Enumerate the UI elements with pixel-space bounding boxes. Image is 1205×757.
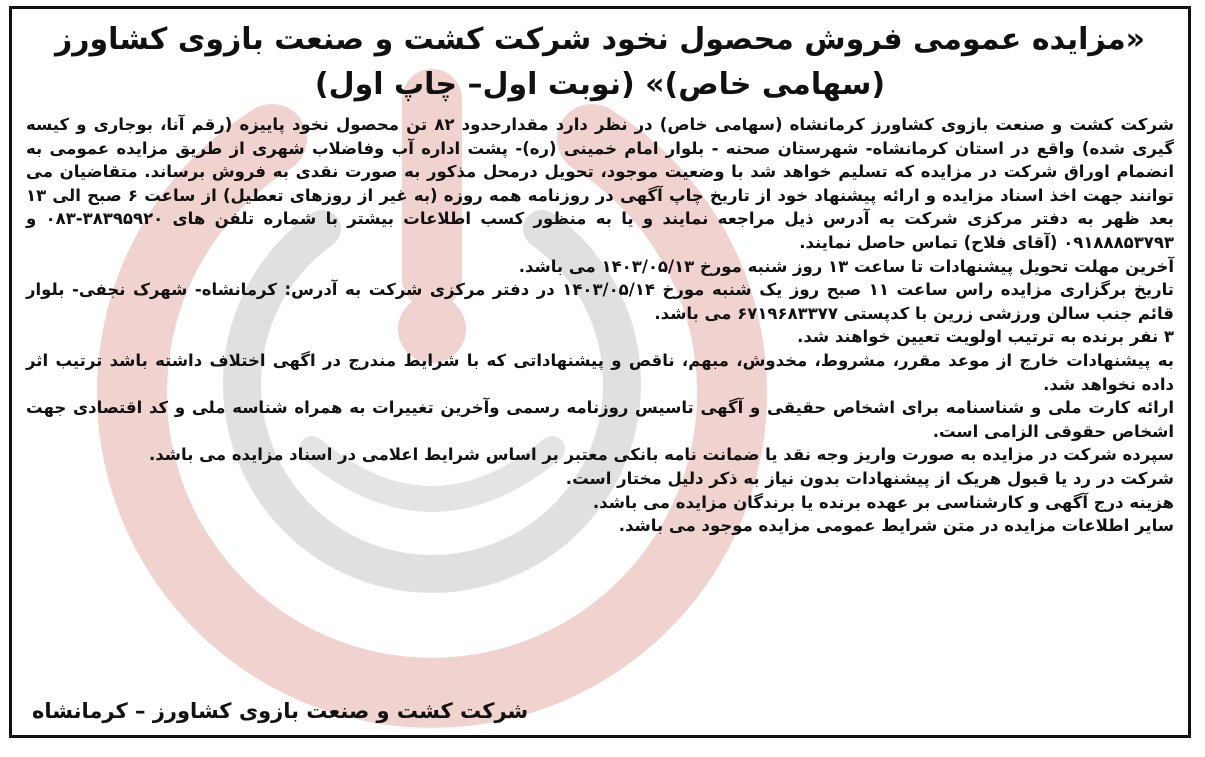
winners-line: ۳ نفر برنده به ترتیب اولویت تعیین خواهند شد. xyxy=(797,327,1174,347)
reject-right-line: شرکت در رد یا قبول هریک از پیشنهادات بدون نیاز به ذکر دلیل مختار است. xyxy=(565,468,1174,488)
auction-date-paragraph: تاریخ برگزاری مزایده راس ساعت ۱۱ صبح روز یک شنبه مورخ ۱۴۰۳/۰۵/۱۴ در دفتر مرکزی شرکت به آدرس: کرمانشاه- شهرک نجفی- بلوار قائم جنب سالن ورزشی زرین با کدپستی ۶۷۱۹۶۸۳۳۷۷ می باشد. xyxy=(26,280,1174,323)
deposit-line: سپرده شرکت در مزایده به صورت واریز وجه نقد یا ضمانت نامه بانکی معتبر بر اساس شرایط اعلامی در اسناد مزایده می باشد. xyxy=(149,445,1174,465)
company-signature: شرکت کشت و صنعت بازوی کشاورز – کرمانشاه xyxy=(32,699,529,723)
intro-body: مقدارحدود ۸۲ تن محصول نخود پاییزه (رقم آنا، بوجاری و کیسه گیری شده) واقع در استان کرمانشاه- شهرستان صحنه - بلوار امام خمینی (ره)- پشت اداره آب وفاضلاب شهری از طریق مزایده عمومی به انضمام اوراق شرکت در مزایده که تسلیم خواهد شد با وضعیت موجود، تحویل درمحل مذکور به صورت نقدی به فروش برساند. متقاضیان می توانند جهت اخذ اسناد مزایده و ارائه پیشنهاد خود از تاریخ چاپ آگهی در روزنامه همه روزه (به غیر از روزهای تعطیل) از ساعت ۶ صبح الی ۱۳ بعد ظهر به دفتر مرکزی شرکت به آدرس ذیل مراجعه نمایند و یا به منظور کسب اطلاعات بیشتر با شماره تلفن های ۳۸۳۹۵۹۲۰-۰۸۳ و ۰۹۱۸۸۸۵۳۷۹۳ (آقای فلاح) تماس حاصل نمایند. xyxy=(26,115,1174,252)
notice-title: «مزایده عمومی فروش محصول نخود شرکت کشت و صنعت بازوی کشاورز (سهامی خاص)» (نوبت اول– چاپ اول) xyxy=(54,22,1146,102)
notice-body xyxy=(12,9,1188,538)
deadline-line: آخرین مهلت تحویل پیشنهادات تا ساعت ۱۳ روز شنبه مورخ ۱۴۰۳/۰۵/۱۳ می باشد. xyxy=(518,256,1174,276)
invalid-bids-paragraph: به پیشنهادات خارج از موعد مقرر، مشروط، مخدوش، مبهم، ناقص و پیشنهاداتی که با شرایط مندرج در اگهی اختلاف داشته باشد ترتیب اثر داده نخواهد شد. xyxy=(26,350,1174,394)
costs-line: هزینه درج آگهی و کارشناسی بر عهده برنده یا برندگان مزایده می باشد. xyxy=(592,492,1174,512)
documents-paragraph: ارائه کارت ملی و شناسنامه برای اشخاص حقیقی و آگهی تاسیس روزنامه رسمی وآخرین تغییرات به همراه شناسه ملی و کد اقتصادی جهت اشخاص حقوقی الزامی است. xyxy=(26,398,1174,441)
intro-lead: شرکت کشت و صنعت بازوی کشاورز کرمانشاه (سهامی خاص) در نظر دارد xyxy=(555,115,1174,134)
notice-frame xyxy=(9,6,1191,738)
other-info-line: سایر اطلاعات مزایده در متن شرایط عمومی مزایده موجود می باشد. xyxy=(618,516,1174,536)
intro-paragraph xyxy=(26,113,1174,255)
